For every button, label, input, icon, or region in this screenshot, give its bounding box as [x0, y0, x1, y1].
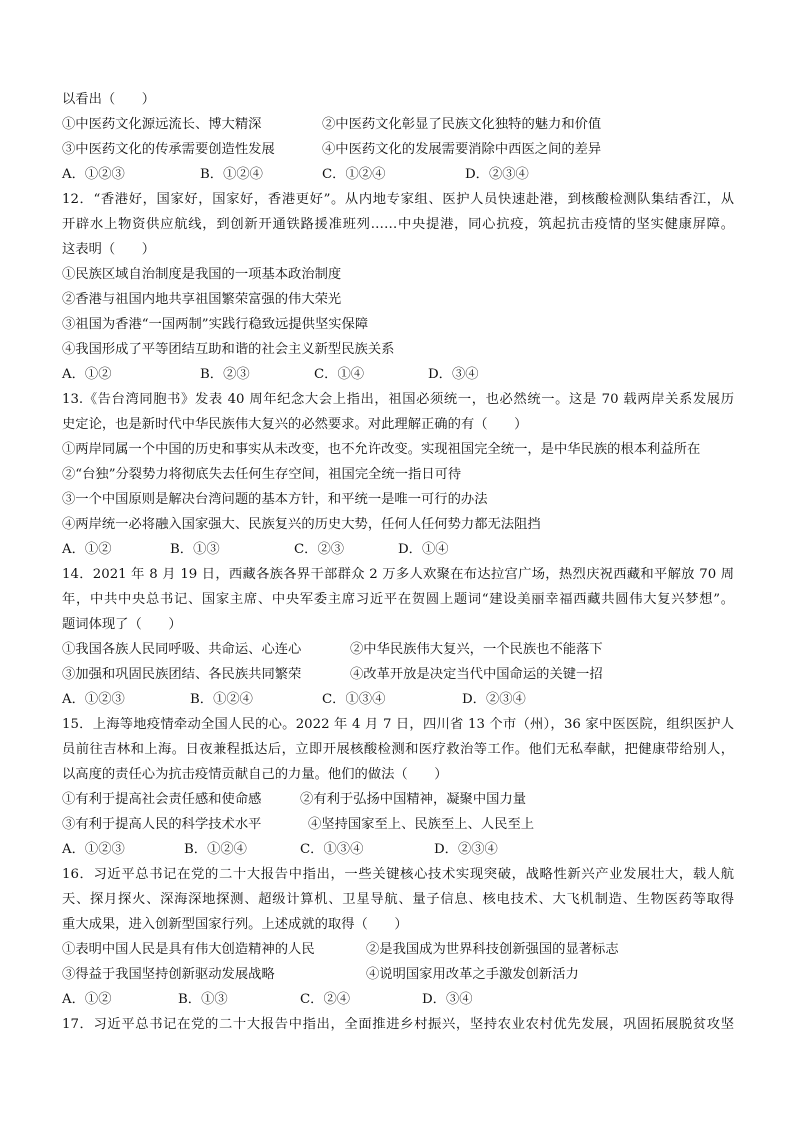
q13-stem-line-1: 13.《告台湾同胞书》发表 40 周年纪念大会上指出，祖国必须统一，也必然统一。这是 70 载两岸关系发展历: [62, 392, 734, 407]
q11-stem-tail: 以看出（ ）: [62, 92, 156, 107]
q14-choice-b: B．①②④: [190, 692, 253, 707]
q14-option-2: ②中华民族伟大复兴，一个民族也不能落下: [350, 642, 603, 657]
q15-stem-line-2: 员前往吉林和上海。日夜兼程抵达后，立即开展核酸检测和医疗救治等工作。他们无私奉献，把健康带给别人，: [62, 742, 734, 757]
q12-option-4: ④我国形成了平等团结互助和谐的社会主义新型民族关系: [62, 342, 395, 357]
q16-stem-line-1: 16．习近平总书记在党的二十大报告中指出，一些关键核心技术实现突破，战略性新兴产业发展壮大，载人航: [62, 867, 734, 882]
q14-stem-line-3: 题词体现了（ ）: [62, 617, 182, 632]
q12-stem-line-1: 12．“香港好，国家好，国家好，香港更好”。从内地专家组、医护人员快速赴港，到核酸检测队集结香江，从: [62, 192, 734, 207]
q13-choice-b: B．①③: [170, 542, 220, 557]
q11-choice-d: D．②③④: [465, 167, 529, 182]
q13-option-4: ④两岸统一必将融入国家强大、民族复兴的历史大势，任何人任何势力都无法阻挡: [62, 517, 541, 532]
q15-option-1: ①有利于提高社会责任感和使命感: [62, 792, 262, 807]
q14-option-3: ③加强和巩固民族团结、各民族共同繁荣: [62, 667, 302, 682]
q13-choice-d: D．①④: [398, 542, 449, 557]
q11-choice-c: C．①②④: [322, 167, 386, 182]
q11-option-4: ④中医药文化的发展需要消除中西医之间的差异: [322, 142, 602, 157]
q15-choice-a: A．①②③: [62, 842, 125, 857]
q16-option-3: ③得益于我国坚持创新驱动发展战略: [62, 967, 275, 982]
q13-option-2: ②“台独”分裂势力将彻底失去任何生存空间，祖国完全统一指日可待: [62, 467, 462, 482]
q15-choice-c: C．①③④: [300, 842, 364, 857]
q15-option-4: ④坚持国家至上、民族至上、人民至上: [308, 817, 535, 832]
q14-option-1: ①我国各族人民同呼吸、共命运、心连心: [62, 642, 302, 657]
q11-choice-a: A．①②③: [62, 167, 125, 182]
q13-option-1: ①两岸同属一个中国的历史和事实从未改变，也不允许改变。实现祖国完全统一，是中华民族的根本利益所在: [62, 442, 701, 457]
q15-stem-line-1: 15．上海等地疫情牵动全国人民的心。2022 年 4 月 7 日，四川省 13 个市（州），36 家中医医院，组织医护人: [62, 717, 734, 732]
q12-choice-c: C．①④: [314, 367, 365, 382]
q14-stem-line-2: 年，中共中央总书记、国家主席、中央军委主席习近平在贺圆上题词“建设美丽幸福西藏共圆伟大复兴梦想”。: [62, 592, 734, 607]
q12-choice-a: A．①②: [62, 367, 112, 382]
q15-option-3: ③有利于提高人民的科学技术水平: [62, 817, 262, 832]
q12-option-3: ③祖国为香港“一国两制”实践行稳致远提供坚实保障: [62, 317, 369, 332]
q16-choice-d: D．③④: [422, 992, 473, 1007]
q16-option-1: ①表明中国人民是具有伟大创造精神的人民: [62, 942, 315, 957]
q14-choice-d: D．②③④: [462, 692, 526, 707]
q16-choice-b: B．①③: [178, 992, 228, 1007]
q16-option-4: ④说明国家用改革之手激发创新活力: [366, 967, 579, 982]
q12-choice-d: D．③④: [428, 367, 479, 382]
q16-choice-c: C．②④: [300, 992, 351, 1007]
q14-choice-a: A．①②③: [62, 692, 125, 707]
q13-choice-c: C．②③: [294, 542, 345, 557]
q13-choice-a: A．①②: [62, 542, 112, 557]
q16-option-2: ②是我国成为世界科技创新强国的显著标志: [366, 942, 619, 957]
q11-choice-b: B．①②④: [200, 167, 263, 182]
q15-choice-b: B．①②④: [184, 842, 247, 857]
q12-option-1: ①民族区域自治制度是我国的一项基本政治制度: [62, 267, 342, 282]
q12-option-2: ②香港与祖国内地共享祖国繁荣富强的伟大荣光: [62, 292, 342, 307]
q14-stem-line-1: 14．2021 年 8 月 19 日，西藏各族各界干部群众 2 万多人欢聚在布达拉宫广场，热烈庆祝西藏和平解放 70 周: [62, 567, 734, 582]
q15-option-2: ②有利于弘扬中国精神，凝聚中国力量: [300, 792, 527, 807]
q17-stem-line-1: 17．习近平总书记在党的二十大报告中指出，全面推进乡村振兴，坚持农业农村优先发展，巩固拓展脱贫攻坚: [62, 1017, 734, 1032]
q15-stem-line-3: 以高度的责任心为抗击疫情贡献自己的力量。他们的做法（ ）: [62, 767, 448, 782]
q14-choice-c: C．①③④: [322, 692, 386, 707]
q12-stem-line-3: 这表明（ ）: [62, 242, 156, 257]
q13-option-3: ③一个中国原则是解决台湾问题的基本方针，和平统一是唯一可行的办法: [62, 492, 488, 507]
q11-option-1: ①中医药文化源远流长、博大精深: [62, 117, 262, 132]
q15-choice-d: D．②③④: [434, 842, 498, 857]
q16-choice-a: A．①②: [62, 992, 112, 1007]
q11-option-2: ②中医药文化彰显了民族文化独特的魅力和价值: [322, 117, 602, 132]
q16-stem-line-3: 重大成果，进入创新型国家行列。上述成就的取得（ ）: [62, 917, 408, 932]
q12-stem-line-2: 开辟水上物资供应航线，到创新开通铁路援准班列……中央提港，同心抗疫，筑起抗击疫情的坚实健康屏障。: [62, 217, 734, 232]
q13-stem-line-2: 史定论，也是新时代中华民族伟大复兴的必然要求。对此理解正确的有（ ）: [62, 417, 528, 432]
q16-stem-line-2: 天、探月探火、深海深地探测、超级计算机、卫星导航、量子信息、核电技术、大飞机制造、生物医药等取得: [62, 892, 734, 907]
q11-option-3: ③中医药文化的传承需要创造性发展: [62, 142, 275, 157]
q12-choice-b: B．②③: [200, 367, 250, 382]
q14-option-4: ④改革开放是决定当代中国命运的关键一招: [350, 667, 603, 682]
